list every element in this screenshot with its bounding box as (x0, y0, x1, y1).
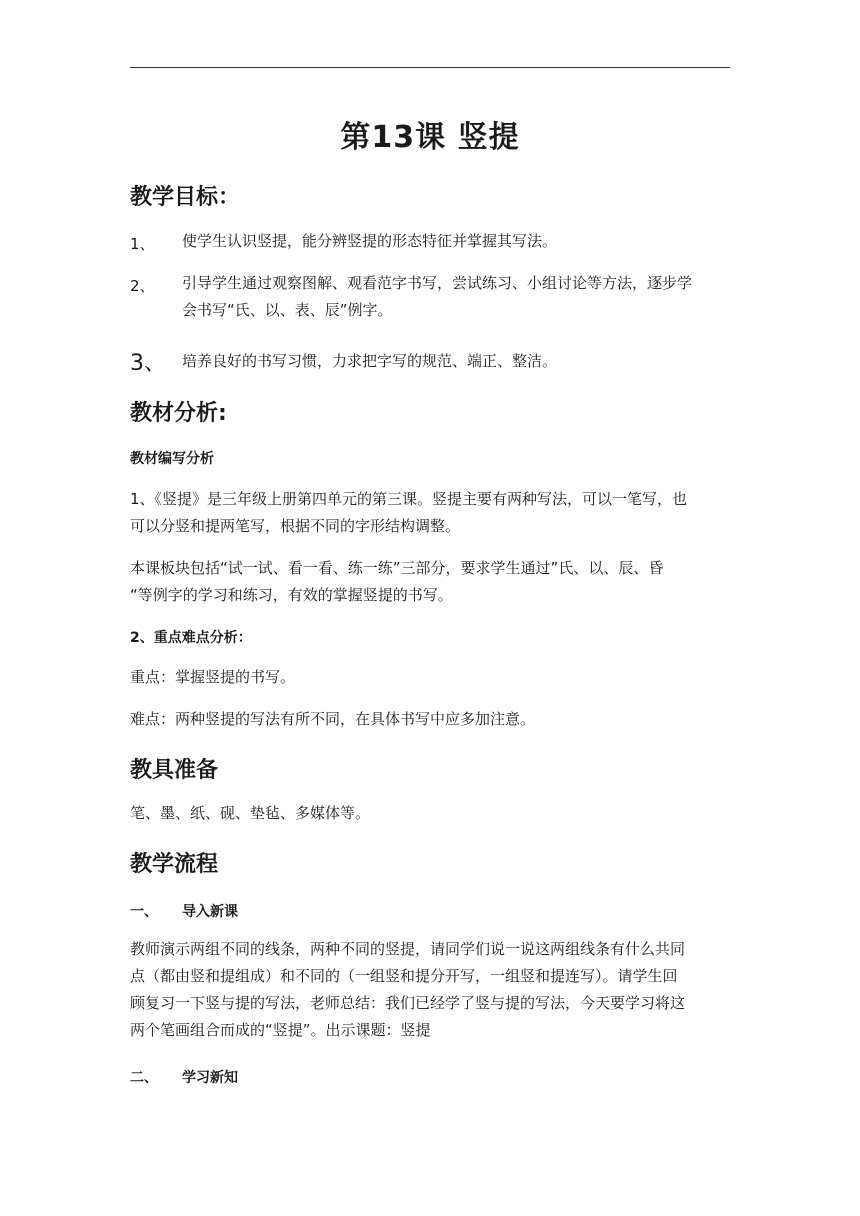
step-1-paragraph-line4: 两个笔画组合而成的“竖提”。出示课题：竖提 (130, 1021, 431, 1039)
analysis-paragraph-2-line1: 本课板块包括“试一试、看一看、练一练”三部分，要求学生通过”氏、以、辰、昏 (130, 559, 664, 577)
step-1-paragraph-line2: 点（都由竖和提组成）和不同的（一组竖和提分开写，一组竖和提连写）。请学生回 (130, 967, 678, 985)
page-title: 第13课 竖提 (340, 120, 520, 155)
objective-3-text: 培养良好的书写习惯，力求把字写的规范、端正、整洁。 (182, 352, 558, 370)
analysis-paragraph-2-line2: “等例字的学习和练习，有效的掌握竖提的书写。 (130, 586, 453, 604)
step-2-label: 学习新知 (182, 1070, 238, 1086)
step-1-paragraph-line1: 教师演示两组不同的线条，两种不同的竖提，请同学们说一说这两组线条有什么共同 (130, 940, 686, 958)
step-1-number: 一、 (130, 904, 158, 920)
key-point-text: 重点：掌握竖提的书写。 (130, 668, 296, 686)
step-1-label: 导入新课 (182, 904, 238, 920)
analysis-subheading-writing: 教材编写分析 (130, 451, 214, 467)
objective-2-text-line1: 引导学生通过观察图解、观看范字书写，尝试练习、小组讨论等方法，逐步学 (182, 274, 693, 292)
objectives-heading: 教学目标： (130, 185, 241, 210)
tools-heading: 教具准备 (130, 758, 219, 783)
step-1-paragraph-line3: 顾复习一下竖与提的写法，老师总结：我们已经学了竖与提的写法，今天要学习将这 (130, 994, 686, 1012)
step-2-number: 二、 (130, 1070, 158, 1086)
objective-3-number: 3、 (130, 351, 166, 376)
header-rule (130, 67, 730, 68)
analysis-paragraph-1-line2: 可以分竖和提两笔写，根据不同的字形结构调整。 (130, 517, 461, 535)
objective-1-number: 1、 (130, 235, 155, 253)
analysis-heading: 教材分析: (130, 401, 227, 426)
objective-2-number: 2、 (130, 277, 155, 295)
process-heading: 教学流程 (130, 852, 219, 877)
tools-text: 笔、墨、纸、砚、垫毡、多媒体等。 (130, 804, 371, 822)
analysis-paragraph-1-line1: 1、《竖提》是三年级上册第四单元的第三课。竖提主要有两种写法，可以一笔写，也 (130, 490, 688, 508)
objective-1-text: 使学生认识竖提，能分辨竖提的形态特征并掌握其写法。 (182, 232, 558, 250)
difficult-point-text: 难点：两种竖提的写法有所不同，在具体书写中应多加注意。 (130, 710, 536, 728)
objective-2-text-line2: 会书写“氏、以、表、辰”例字。 (182, 301, 393, 319)
analysis-subheading-keypoints: 2、重点难点分析： (130, 630, 252, 646)
